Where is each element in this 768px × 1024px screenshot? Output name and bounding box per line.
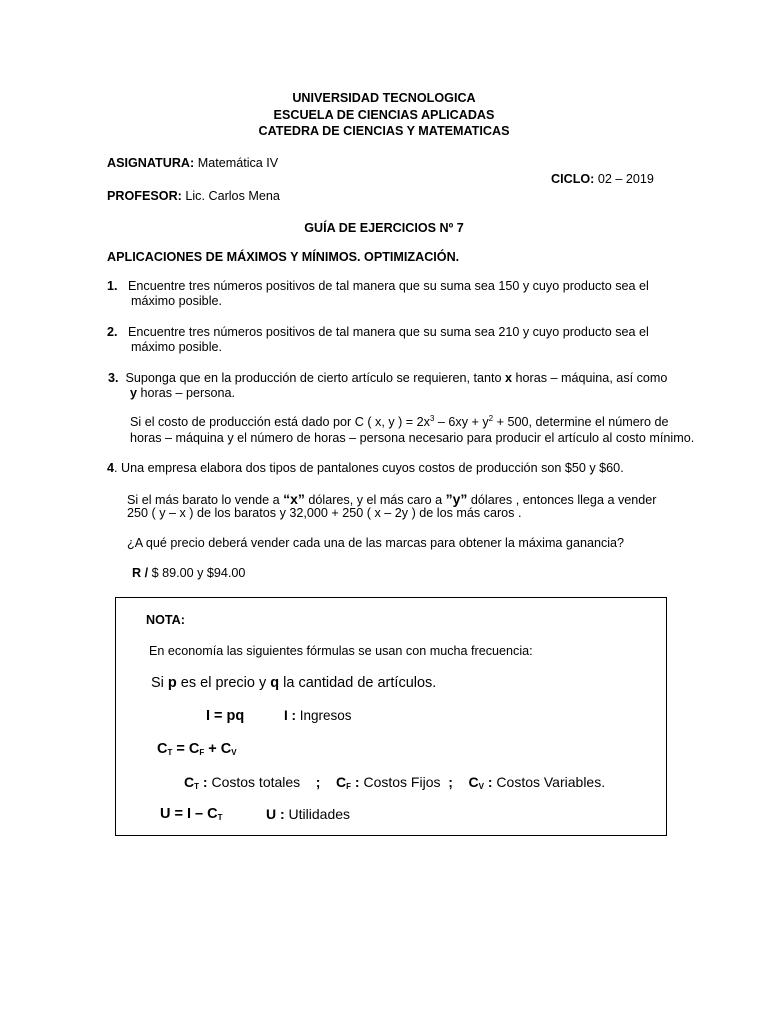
nota-title: NOTA:: [146, 613, 185, 627]
def-cf-desc: Costos Fijos: [363, 774, 441, 790]
def-cv-base: C: [468, 774, 479, 790]
def-cv-desc: Costos Variables.: [496, 774, 606, 790]
u-eq: U = I – C: [160, 806, 218, 822]
price-text-a: Si el más barato lo vende a: [127, 493, 284, 507]
answer-label: R /: [132, 566, 149, 580]
def-cf-sub: F: [346, 782, 351, 791]
asignatura-line: [107, 156, 278, 170]
exercise-3-var-x: x: [504, 371, 512, 385]
profesor-label: PROFESOR:: [107, 189, 182, 203]
nota-box: [115, 597, 667, 836]
exercise-4-question: ¿A qué precio deberá vender cada una de las marcas para obtener la máxima ganancia?: [127, 536, 625, 550]
exercise-3-cost-line-1: [130, 415, 669, 429]
section-title: APLICACIONES DE MÁXIMOS Y MÍNIMOS. OPTIMIZACIÓN.: [107, 250, 460, 264]
def-ct-colon: :: [199, 774, 212, 790]
def-ct-sub: T: [194, 782, 200, 791]
income-desc: Ingresos: [296, 708, 352, 723]
exercise-2-line-2: máximo posible.: [131, 340, 222, 354]
exercise-3-line-1: [108, 371, 667, 385]
header-school: ESCUELA DE CIENCIAS APLICADAS: [273, 108, 495, 122]
ciclo-value: 02 – 2019: [597, 172, 654, 186]
header-university: UNIVERSIDAD TECNOLOGICA: [292, 91, 476, 105]
cf-sub: F: [199, 748, 205, 757]
asignatura-value: Matemática IV: [197, 156, 279, 170]
cost-function-c: + 500, determine el número de: [493, 415, 669, 429]
exercise-3-cost-line-2: horas – máquina y el número de horas – persona necesario para producir el artículo al costo mínimo.: [130, 431, 695, 445]
def-cf-base: C: [335, 774, 347, 790]
exercise-3-line-2: [130, 386, 235, 400]
exercise-1-text: Encuentre tres números positivos de tal manera que su suma sea 150 y cuyo producto sea el: [128, 279, 649, 293]
cost-function-b: – 6xy + y: [434, 415, 489, 429]
exercise-1-line-1: [107, 279, 649, 293]
ct-eq-a: = C: [172, 741, 200, 757]
cost-definitions: [184, 774, 605, 790]
def-ct-desc: Costos totales: [211, 774, 301, 790]
nota-line-a: Si: [151, 675, 168, 691]
exercise-2-number: 2.: [107, 325, 118, 339]
nota-var-q: q: [270, 675, 280, 691]
def-sep-1: ;: [315, 774, 321, 790]
ct-sub: T: [167, 748, 173, 757]
profesor-value: Lic. Carlos Mena: [185, 189, 280, 203]
def-cv-sub: V: [478, 782, 484, 791]
total-cost-formula: [157, 741, 237, 757]
cost-function-a: Si el costo de producción está dado por C ( x, y ) = 2x: [130, 415, 430, 429]
answer-value: $ 89.00 y $94.00: [148, 566, 246, 580]
def-cv-colon: :: [483, 774, 497, 790]
price-var-x: “x”: [283, 491, 305, 507]
cv-sub: V: [231, 748, 237, 757]
utility-formula: [160, 806, 223, 822]
nota-intro: En economía las siguientes fórmulas se usan con mucha frecuencia:: [149, 644, 533, 658]
exercise-4-line-1: [107, 461, 624, 475]
guide-title: GUÍA DE EJERCICIOS Nº 7: [304, 221, 464, 235]
exercise-1-line-2: máximo posible.: [131, 294, 222, 308]
header-department: CATEDRA DE CIENCIAS Y MATEMATICAS: [258, 124, 510, 138]
income-label: I :: [284, 708, 296, 723]
ct-eq-b: + C: [204, 741, 232, 757]
def-cf-colon: :: [351, 774, 364, 790]
exercise-4-number: 4: [107, 461, 115, 475]
price-text-c: dólares , entonces llega a vender: [467, 493, 657, 507]
u-desc: Utilidades: [284, 806, 351, 822]
def-ct-base: C: [184, 774, 195, 790]
exercise-2-text: Encuentre tres números positivos de tal manera que su suma sea 210 y cuyo producto sea el: [128, 325, 649, 339]
exercise-3-text-c: horas – persona.: [137, 386, 236, 400]
ciclo-label: CICLO:: [551, 172, 595, 186]
ciclo-line: [551, 172, 654, 186]
exercise-3-number: 3.: [108, 371, 119, 385]
exercise-1-number: 1.: [107, 279, 118, 293]
exercise-3-var-y: y: [130, 386, 138, 400]
nota-line-c: la cantidad de artículos.: [279, 675, 437, 691]
income-formula: I = pq: [206, 708, 245, 724]
utility-definition: [266, 806, 350, 822]
exercise-4-text: . Una empresa elabora dos tipos de pantalones cuyos costos de producción son $50 y $60.: [114, 461, 624, 475]
price-text-b: dólares, y el más caro a: [304, 493, 446, 507]
ct-base: C: [157, 741, 168, 757]
profesor-line: [107, 189, 280, 203]
income-definition: [284, 708, 352, 723]
nota-price-quantity-line: [151, 675, 436, 691]
u-sub: T: [217, 813, 223, 822]
exercise-4-price-line-1: [127, 491, 656, 507]
nota-var-p: p: [167, 675, 177, 691]
nota-line-b: es el precio y: [176, 675, 271, 691]
exercise-4-answer: [132, 566, 245, 580]
exercise-3-text-b: horas – máquina, así como: [512, 371, 668, 385]
cost-exponent-1: 3: [429, 414, 435, 423]
price-var-y: ”y”: [445, 491, 468, 507]
cost-exponent-2: 2: [488, 414, 494, 423]
exercise-3-text-a: Suponga que en la producción de cierto artículo se requieren, tanto: [125, 371, 505, 385]
exercise-4-price-line-2: 250 ( y – x ) de los baratos y 32,000 + 250 ( x – 2y ) de los más caros .: [127, 506, 522, 520]
exercise-2-line-1: [107, 325, 649, 339]
def-sep-2: ;: [448, 774, 453, 790]
u-label: U :: [266, 806, 285, 822]
asignatura-label: ASIGNATURA:: [107, 156, 195, 170]
